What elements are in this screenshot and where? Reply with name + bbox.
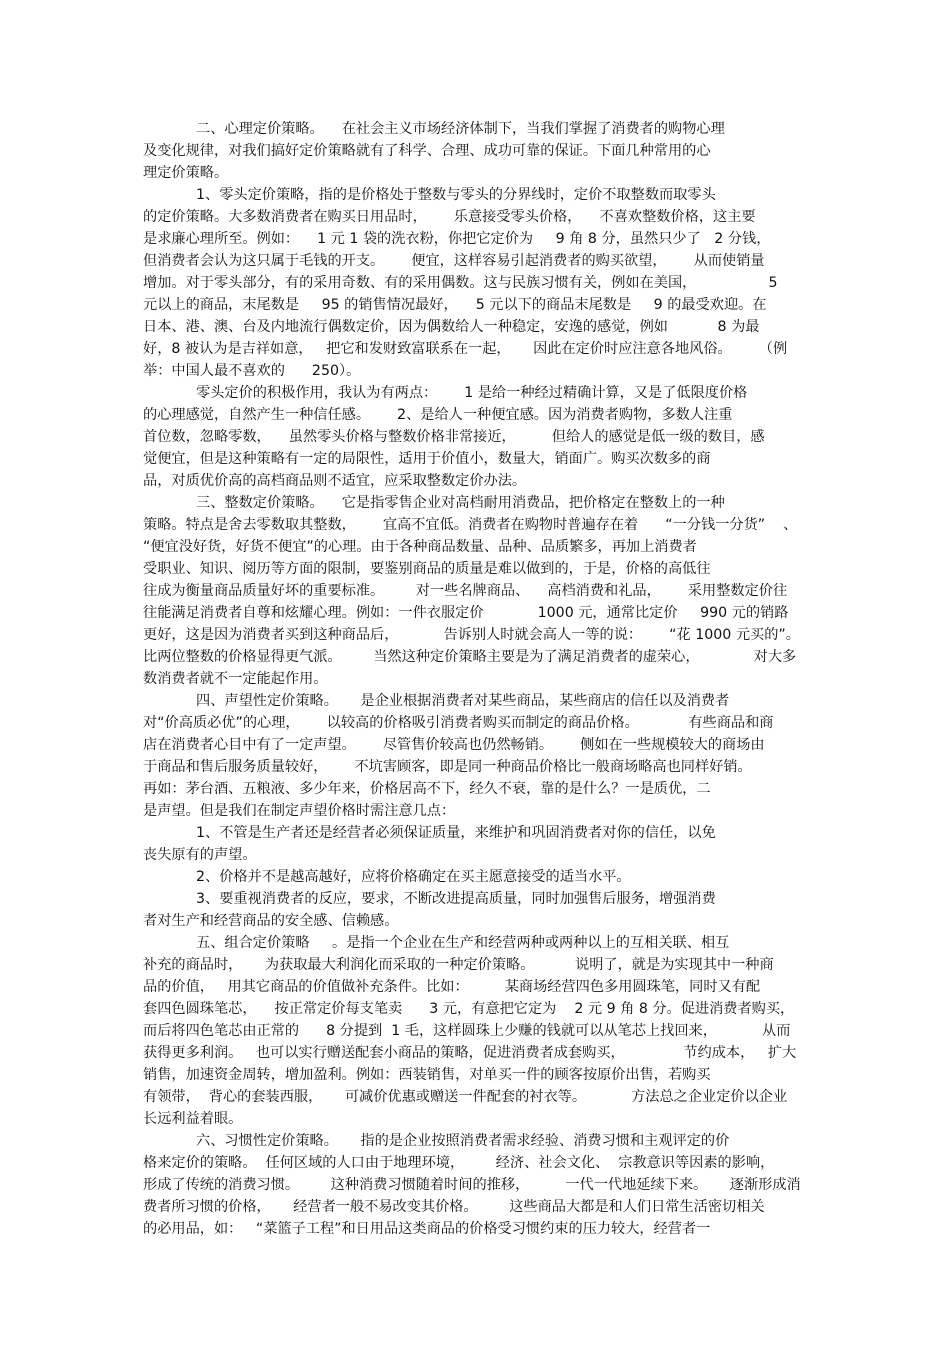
text-line: 受职业、知识、阅历等方面的限制，要鉴别商品的质量是难以做到的，于是，价格的高低往 (143, 561, 711, 577)
text-line: 3、要重视消费者的反应，要求，不断改进提高质量，同时加强售后服务，增强消费 (196, 891, 716, 907)
text-line: 丧失原有的声望。 (143, 847, 257, 863)
text-line: 费者所习惯的价格， 经营者一般不易改变其价格。 这些商品大都是和人们日常生活密切相关 (143, 1199, 765, 1215)
text-line: 品，对质优价高的高档商品则不适宜，应采取整数定价办法。 (143, 473, 527, 489)
text-line: 1、不管是生产者还是经营者必须保证质量，来维护和巩固消费者对你的信任，以免 (196, 825, 716, 841)
text-line: 1、零头定价策略，指的是价格处于整数与零头的分界线时，定价不取整数而取零头 (196, 187, 716, 203)
text-line: 的必用品，如： “菜篮子工程”和日用品这类商品的价格受习惯约束的压力较大，经营者一 (143, 1221, 711, 1237)
text-line: 好，8 被认为是吉祥如意， 把它和发财致富联系在一起， 因此在定价时应注意各地风俗。 （例 (143, 341, 788, 357)
text-line: 五、组合定价策略 。是指一个企业在生产和经营两种或两种以上的互相关联、相互 (196, 935, 730, 951)
text-line: 策略。特点是舍去零数取其整数， 宜高不宜低。消费者在购物时普遍存在着 “一分钱一分货” 、 (143, 517, 798, 533)
text-line: 补充的商品时， 为获取最大利润化而采取的一种定价策略。 说明了，就是为实现其中一种商 (143, 957, 774, 973)
text-line: 店在消费者心目中有了一定声望。 尽管售价较高也仍然畅销。 侧如在一些规模较大的商场由 (143, 737, 765, 753)
text-line: 往能满足消费者自尊和炫耀心理。例如：一件衣服定价 1000 元，通常比定价 990 元的销路 (143, 605, 789, 621)
text-line: 往成为衡量商品质量好坏的重要标准。 对一些名牌商品、 高档消费和礼品， 采用整数定价往 (143, 583, 788, 599)
text-line: 零头定价的积极作用，我认为有两点： 1 是给一种经过精确计算，又是了低限度价格 (196, 385, 748, 401)
text-line: 格来定价的策略。 任何区域的人口由于地理环境， 经济、社会文化、 宗教意识等因素的影响， (143, 1155, 775, 1171)
text-line: 数消费者就不一定能起作用。 (143, 671, 328, 687)
text-line: 者对生产和经营商品的安全感、信赖感。 (143, 913, 399, 929)
text-line: 四、声望性定价策略。 是企业根据消费者对某些商品，某些商店的信任以及消费者 (196, 693, 730, 709)
text-line: 及变化规律，对我们搞好定价策略就有了科学、合理、成功可靠的保证。下面几种常用的心 (143, 143, 711, 159)
text-line: 的定价策略。大多数消费者在购买日用品时， 乐意接受零头价格， 不喜欢整数价格，这主要 (143, 209, 756, 225)
text-line: 增加。对于零头部分，有的采用奇数、有的采用偶数。这与民族习惯有关，例如在美国， 5 (143, 275, 778, 291)
text-line: 对“价高质必优”的心理， 以较高的价格吸引消费者购买而制定的商品价格。 有些商品和商 (143, 715, 774, 731)
text-line: 觉便宜，但是这种策略有一定的局限性，适用于价值小，数量大，销面广。购买次数多的商 (143, 451, 711, 467)
text-line: 元以上的商品，末尾数是 95 的销售情况最好， 5 元以下的商品末尾数是 9 的最受欢迎。在 (143, 297, 767, 313)
text-line: 形成了传统的消费习惯。 这种消费习惯随着时间的推移， 一代一代地延续下来。 逐渐形成消 (143, 1177, 801, 1193)
text-line: 首位数，忽略零数， 虽然零头价格与整数价格非常接近， 但给人的感觉是低一级的数目，感 (143, 429, 765, 445)
text-line: 是求廉心理所至。例如： 1 元 1 袋的洗衣粉，你把它定价为 9 角 8 分，虽然只少了 2 分钱， (143, 231, 771, 247)
text-line: 品的价值， 用其它商品的价值做补充条件。比如： 某商场经营四色多用圆珠笔，同时又有配 (143, 979, 761, 995)
text-line: “便宜没好货，好货不便宜”的心理。由于各种商品数量、品种、品质繁多，再加上消费者 (143, 539, 697, 555)
text-line: 的心理感觉，自然产生一种信任感。 2、是给人一种便宜感。因为消费者购物，多数人注重 (143, 407, 733, 423)
text-line: 是声望。但是我们在制定声望价格时需注意几点： (143, 803, 456, 819)
text-line: 日本、港、澳、台及内地流行偶数定价，因为偶数给人一种稳定，安逸的感觉，例如 8 为最 (143, 319, 760, 335)
text-line: 但消费者会认为这只属于毛钱的开支。 便宜，这样容易引起消费者的购买欲望， 从而使销量 (143, 253, 765, 269)
text-line: 于商品和售后服务质量较好， 不坑害顾客，即是同一种商品价格比一般商场略高也同样好销。 (143, 759, 752, 775)
text-line: 理定价策略。 (143, 165, 229, 181)
text-line: 套四色圆珠笔芯， 按正常定价每支笔卖 3 元，有意把它定为 2 元 9 角 8 分。促进消费者购买， (143, 1001, 795, 1017)
text-line: 获得更多利润。 也可以实行赠送配套小商品的策略，促进消费者成套购买， 节约成本， 扩大 (143, 1045, 797, 1061)
text-line: 六、习惯性定价策略。 指的是企业按照消费者需求经验、消费习惯和主观评定的价 (196, 1133, 730, 1149)
text-line: 有领带， 背心的套装西服， 可减价优惠或赠送一件配套的衬衣等。 方法总之企业定价以企业 (143, 1089, 788, 1105)
text-line: 长远利益着眼。 (143, 1111, 243, 1127)
text-line: 举：中国人最不喜欢的 250）。 (143, 363, 361, 379)
text-line: 而后将四色笔芯由正常的 8 分提到 1 毛，这样圆珠上少赚的钱就可以从笔芯上找回来， 从而 (143, 1023, 791, 1039)
text-line: 三、整数定价策略。 它是指零售企业对高档耐用消费品，把价格定在整数上的一种 (196, 495, 725, 511)
text-line: 二、心理定价策略。 在社会主义市场经济体制下，当我们掌握了消费者的购物心理 (196, 121, 725, 137)
text-line: 更好，这是因为消费者买到这种商品后， 告诉别人时就会高人一等的说： “花 1000 元买的”。 (143, 627, 800, 643)
text-line: 再如：茅台酒、五粮液、多少年来，价格居高不下，经久不衰，靠的是什么？一是质优，二 (143, 781, 711, 797)
text-line: 销售，加速资金周转，增加盈利。例如：西装销售，对单买一件的顾客按原价出售，若购买 (143, 1067, 711, 1083)
text-line: 比两位整数的价格显得更气派。 当然这种定价策略主要是为了满足消费者的虚荣心， 对大多 (143, 649, 797, 665)
text-line: 2、价格并不是越高越好，应将价格确定在买主愿意接受的适当水平。 (196, 869, 631, 885)
